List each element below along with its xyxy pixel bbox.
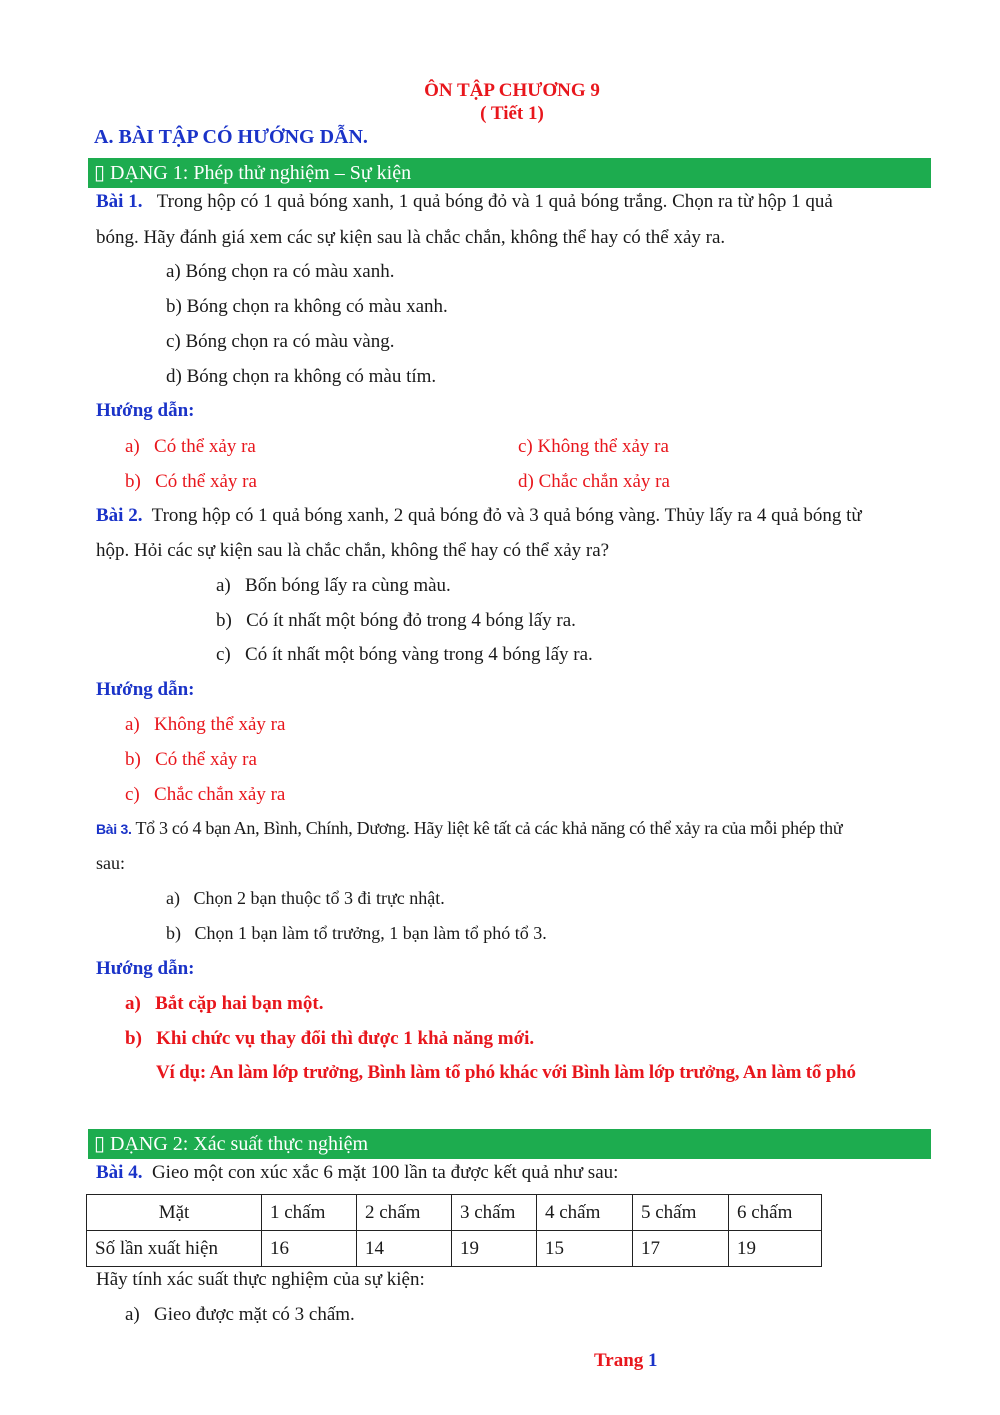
- bai1-answer-c: [518, 436, 669, 458]
- item-marker: a): [216, 575, 231, 596]
- bai1-item-d: d) Bóng chọn ra không có màu tím.: [166, 366, 437, 387]
- bai3-answer-b: [125, 1028, 534, 1050]
- item-text: Có ít nhất một bóng đỏ trong 4 bóng lấy ra.: [246, 610, 576, 631]
- bai1-line1: [96, 191, 833, 213]
- answer-marker: b): [125, 1028, 142, 1049]
- bai2-item-c: [216, 644, 593, 666]
- bai1-item-c: c) Bóng chọn ra có màu vàng.: [166, 331, 395, 352]
- bai4-line1: [96, 1162, 618, 1184]
- bai1-answer-d: [518, 471, 670, 493]
- item-text: Gieo được mặt có 3 chấm.: [154, 1304, 355, 1325]
- bai4-text: Gieo một con xúc xắc 6 mặt 100 lần ta được kết quả như sau:: [151, 1162, 619, 1183]
- answer-marker: c): [518, 436, 533, 457]
- dang1-band: ▯ DẠNG 1: Phép thử nghiệm – Sự kiện: [88, 158, 931, 188]
- answer-marker: a): [125, 436, 140, 457]
- bai3-item-b: [166, 923, 547, 944]
- bai2-answer-b: [125, 749, 257, 771]
- bai2-guide-label: Hướng dẫn:: [96, 679, 195, 700]
- bai2-item-a: [216, 575, 451, 597]
- table-cell: 17: [633, 1231, 729, 1267]
- item-marker: c): [216, 644, 231, 665]
- answer-marker: a): [125, 714, 140, 735]
- page-title: ÔN TẬP CHƯƠNG 9: [424, 80, 600, 101]
- bai3-text2: sau:: [96, 853, 125, 873]
- bai2-text1: Trong hộp có 1 quả bóng xanh, 2 quả bóng đỏ và 3 quả bóng vàng. Thủy lấy ra 4 quả bóng từ: [151, 505, 862, 526]
- page-subtitle: ( Tiết 1): [480, 103, 544, 124]
- bai3-text1: Tổ 3 có 4 bạn An, Bình, Chính, Dương. Hãy liệt kê tất cả các khả năng có thể xảy ra của mỗi phép thử: [135, 818, 843, 838]
- bai1-answer-b: [125, 471, 257, 493]
- bai4-item-a: [125, 1304, 355, 1326]
- table-cell: Số lần xuất hiện: [87, 1231, 262, 1267]
- bai1-answer-a: [125, 436, 256, 458]
- page-number: 1: [648, 1350, 658, 1371]
- bai2-answer-c: [125, 784, 285, 806]
- bai1-guide-label: Hướng dẫn:: [96, 400, 195, 421]
- item-marker: b): [216, 610, 232, 631]
- answer-text: Chắc chắn xảy ra: [154, 784, 286, 805]
- answer-text: Có thể xảy ra: [155, 749, 257, 770]
- table-cell: 15: [537, 1231, 633, 1267]
- bai3-label: Bài 3.: [96, 821, 132, 837]
- bai3-guide-label: Hướng dẫn:: [96, 958, 195, 979]
- answer-marker: d): [518, 471, 534, 492]
- bai3-example: Ví dụ: An làm lớp trưởng, Bình làm tổ phó khác với Bình làm lớp trưởng, An làm tổ phó: [156, 1062, 856, 1083]
- item-marker: a): [125, 1304, 140, 1325]
- bai3-line1: [96, 818, 842, 839]
- table-row: [87, 1231, 822, 1267]
- table-header-cell: 3 chấm: [452, 1195, 537, 1231]
- answer-text: Không thể xảy ra: [537, 436, 669, 457]
- bai2-label: Bài 2.: [96, 505, 143, 526]
- section-a-heading: A. BÀI TẬP CÓ HƯỚNG DẪN.: [94, 126, 368, 148]
- bai1-text1: Trong hộp có 1 quả bóng xanh, 1 quả bóng đỏ và 1 quả bóng trắng. Chọn ra từ hộp 1 quả: [156, 191, 833, 212]
- table-header-cell: 6 chấm: [729, 1195, 822, 1231]
- table-header-row: [87, 1195, 822, 1231]
- answer-marker: a): [125, 993, 141, 1014]
- table-cell: 16: [262, 1231, 357, 1267]
- bai4-question: Hãy tính xác suất thực nghiệm của sự kiện:: [96, 1269, 425, 1290]
- answer-text: Không thể xảy ra: [154, 714, 286, 735]
- table-header-cell: 1 chấm: [262, 1195, 357, 1231]
- bai2-line1: [96, 505, 862, 527]
- answer-marker: b): [125, 471, 141, 492]
- item-text: Chọn 2 bạn thuộc tổ 3 đi trực nhật.: [193, 888, 445, 908]
- page-word: Trang: [594, 1350, 644, 1371]
- bai1-label: Bài 1.: [96, 191, 143, 212]
- table-cell: 19: [452, 1231, 537, 1267]
- bai2-item-b: [216, 610, 576, 632]
- bai3-answer-a: [125, 993, 323, 1015]
- table-cell: 14: [357, 1231, 452, 1267]
- page-footer: [594, 1350, 658, 1372]
- item-marker: b): [166, 923, 181, 943]
- item-text: Có ít nhất một bóng vàng trong 4 bóng lấy ra.: [245, 644, 593, 665]
- dice-results-table: [86, 1194, 822, 1267]
- table-header-cell: 5 chấm: [633, 1195, 729, 1231]
- answer-text: Có thể xảy ra: [154, 436, 256, 457]
- bai1-item-a: a) Bóng chọn ra có màu xanh.: [166, 261, 395, 282]
- bai4-label: Bài 4.: [96, 1162, 143, 1183]
- table-header-cell: Mặt: [87, 1195, 262, 1231]
- answer-text: Bắt cặp hai bạn một.: [155, 993, 324, 1014]
- table-header-cell: 2 chấm: [357, 1195, 452, 1231]
- table-cell: 19: [729, 1231, 822, 1267]
- item-text: Bốn bóng lấy ra cùng màu.: [245, 575, 451, 596]
- answer-marker: b): [125, 749, 141, 770]
- answer-text: Chắc chắn xảy ra: [538, 471, 670, 492]
- answer-marker: c): [125, 784, 140, 805]
- bai1-text2: bóng. Hãy đánh giá xem các sự kiện sau là chắc chắn, không thể hay có thể xảy ra.: [96, 227, 726, 248]
- answer-text: Có thể xảy ra: [155, 471, 257, 492]
- answer-text: Khi chức vụ thay đổi thì được 1 khả năng mới.: [156, 1028, 535, 1049]
- bai2-answer-a: [125, 714, 285, 736]
- bai1-item-b: b) Bóng chọn ra không có màu xanh.: [166, 296, 448, 317]
- table-header-cell: 4 chấm: [537, 1195, 633, 1231]
- dang2-band: ▯ DẠNG 2: Xác suất thực nghiệm: [88, 1129, 931, 1159]
- bai2-text2: hộp. Hỏi các sự kiện sau là chắc chắn, không thể hay có thể xảy ra?: [96, 540, 610, 561]
- item-text: Chọn 1 bạn làm tổ trưởng, 1 bạn làm tổ phó tổ 3.: [194, 923, 547, 943]
- bai3-item-a: [166, 888, 445, 909]
- item-marker: a): [166, 888, 180, 908]
